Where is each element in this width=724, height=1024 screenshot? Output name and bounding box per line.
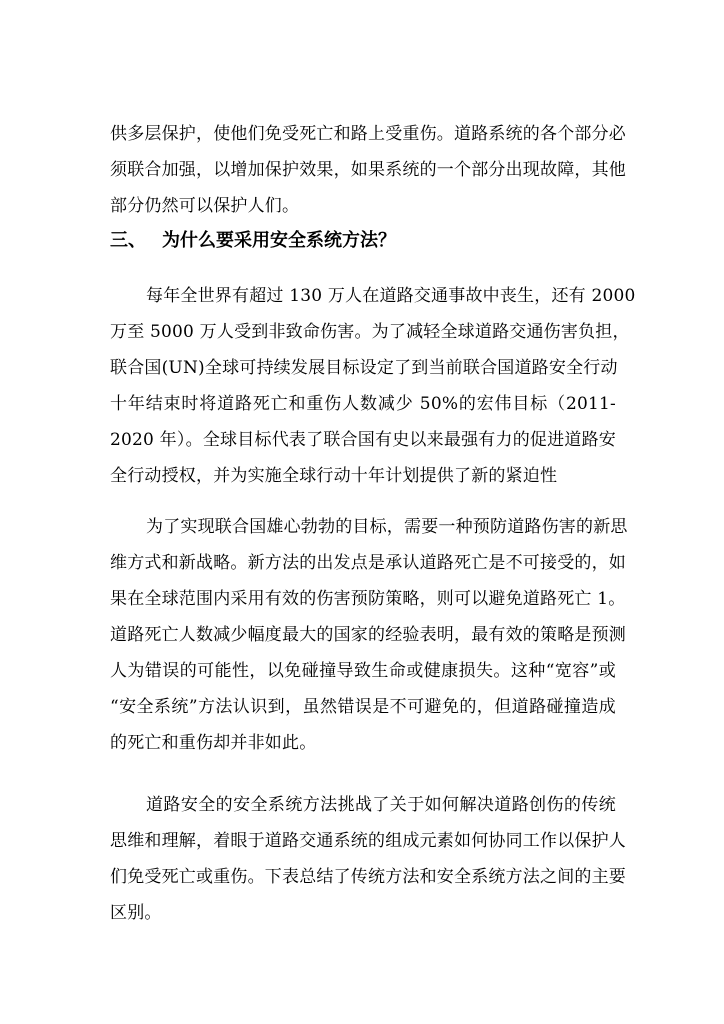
paragraph-3 bbox=[110, 509, 628, 761]
text-line: 十年结束时将道路死亡和重伤人数减少 50%的宏伟目标（2011- bbox=[110, 394, 616, 414]
text-line: 联合国(UN)全球可持续发展目标设定了到当前联合国道路安全行动 bbox=[110, 358, 618, 378]
text-line: 2020 年）。全球目标代表了联合国有史以来最强有力的促进道路安 bbox=[110, 430, 616, 450]
section-title: 为什么要采用安全系统方法？ bbox=[162, 230, 396, 251]
paragraph-1 bbox=[110, 116, 626, 224]
text-line: 须联合加强，以增加保护效果，如果系统的一个部分出现故障，其他 bbox=[110, 160, 626, 180]
text-line: 道路死亡人数减少幅度最大的国家的经验表明，最有效的策略是预测 bbox=[110, 625, 626, 645]
text-line: 人为错误的可能性，以免碰撞导致生命或健康损失。这种“宽容”或 bbox=[110, 661, 616, 681]
paragraph-2 bbox=[110, 278, 636, 494]
text-line: 区别。 bbox=[110, 903, 162, 923]
text-line: 维方式和新战略。新方法的出发点是承认道路死亡是不可接受的，如 bbox=[110, 553, 626, 573]
text-line: 的死亡和重伤却并非如此。 bbox=[110, 733, 317, 753]
section-number: 三、 bbox=[110, 230, 146, 251]
text-line: 供多层保护，使他们免受死亡和路上受重伤。道路系统的各个部分必 bbox=[110, 124, 626, 144]
text-line: 每年全世界有超过 130 万人在道路交通事故中丧生，还有 2000 bbox=[146, 286, 636, 306]
text-line: 们免受死亡或重伤。下表总结了传统方法和安全系统方法之间的主要 bbox=[110, 867, 626, 887]
text-line: 部分仍然可以保护人们。 bbox=[110, 196, 300, 216]
text-line: 万至 5000 万人受到非致命伤害。为了减轻全球道路交通伤害负担， bbox=[110, 322, 630, 342]
text-line: 全行动授权，并为实施全球行动十年计划提供了新的紧迫性 bbox=[110, 466, 558, 486]
text-line: 果在全球范围内采用有效的伤害预防策略，则可以避免道路死亡 1。 bbox=[110, 589, 626, 609]
text-line: 道路安全的安全系统方法挑战了关于如何解决道路创伤的传统 bbox=[146, 795, 616, 815]
text-line: “安全系统”方法认识到，虽然错误是不可避免的，但道路碰撞造成 bbox=[110, 697, 616, 717]
section-heading bbox=[110, 223, 616, 259]
text-line: 思维和理解，着眼于道路交通系统的组成元素如何协同工作以保护人 bbox=[110, 831, 626, 851]
text-line: 为了实现联合国雄心勃勃的目标，需要一种预防道路伤害的新思 bbox=[146, 517, 628, 537]
paragraph-4 bbox=[110, 787, 626, 931]
